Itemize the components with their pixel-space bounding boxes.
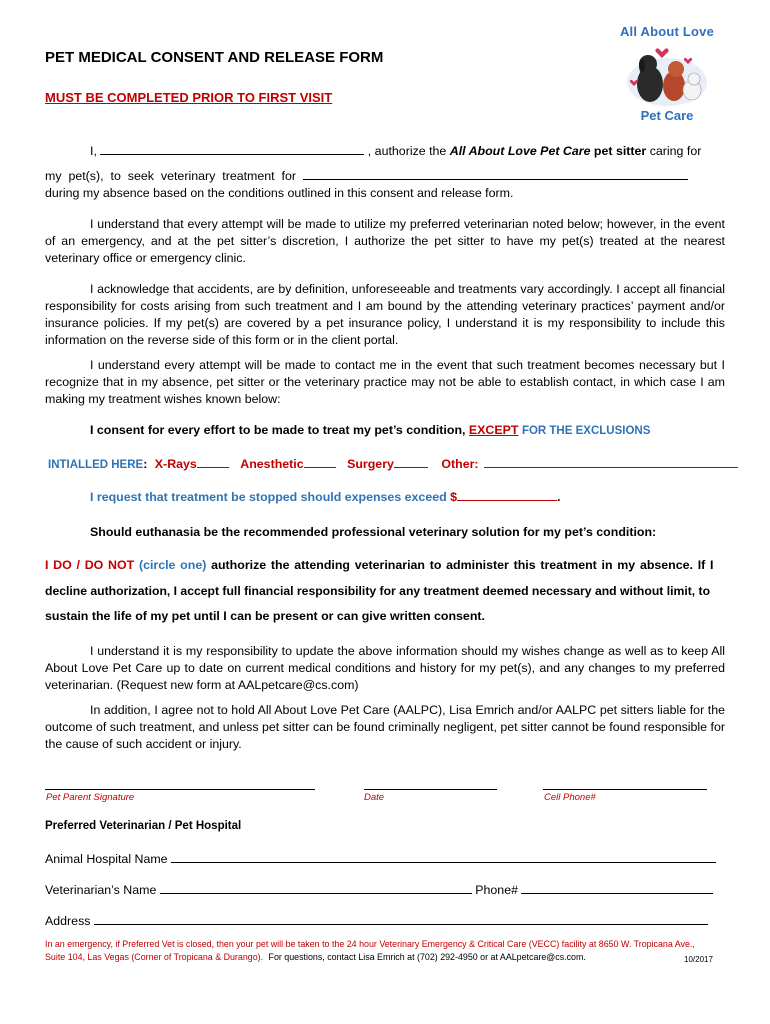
initialled-colon: :	[143, 457, 148, 471]
surgery-label: Surgery	[347, 457, 394, 471]
address-field[interactable]	[94, 924, 708, 925]
intro-i-label: I,	[90, 144, 97, 158]
euthanasia-line-1-rest: authorize the attending veterinarian to administer this treatment in my absence. If I	[211, 558, 714, 572]
circle-one-text: (circle one)	[138, 558, 207, 572]
contact-info: For questions, contact Lisa Emrich at (702) 292-4950 or at AALpetcare@cs.com.	[268, 952, 586, 962]
date-line[interactable]	[364, 789, 497, 790]
parent-signature-line[interactable]	[45, 789, 315, 790]
paragraph-financial: I acknowledge that accidents, are by definition, unforeseeable and treatments vary accordingly. I accept all financial responsibility for costs arising from such treatment and I am bound by the attending veterinary practices’ payment and/or insurance policies. If my pet(s) are covered by a pet insurance policy, I understand it is my responsibility to include this information on the reverse side of this form or in the client portal.	[45, 282, 725, 347]
euthanasia-question: Should euthanasia be the recommended professional veterinary solution for my pet’s condition:	[90, 525, 657, 539]
initialled-label: INTIALLED HERE	[48, 459, 144, 471]
vet-phone-field[interactable]	[521, 893, 713, 894]
logo-top-text: All About Love	[619, 24, 715, 39]
hospital-name-field[interactable]	[171, 862, 716, 863]
vet-name-label: Veterinarian’s Name	[45, 883, 157, 897]
hospital-name-label: Animal Hospital Name	[45, 852, 168, 866]
page-title: PET MEDICAL CONSENT AND RELEASE FORM	[45, 49, 384, 66]
form-date: 10/2017	[684, 955, 713, 964]
form-subtitle: MUST BE COMPLETED PRIOR TO FIRST VISIT	[45, 90, 333, 105]
paragraph-update: I understand it is my responsibility to update the above information should my wishes change as well as to keep All About Love Pet Care up to date on current medical conditions and history for my pet(s), and any changes to my preferred veterinarian. (Request new form at AALpetcare@cs.com)	[45, 644, 725, 692]
logo-bottom-text: Pet Care	[640, 108, 694, 123]
surgery-initial-field[interactable]	[394, 467, 428, 468]
euthanasia-line-1	[45, 558, 726, 572]
anesthetic-label: Anesthetic	[240, 457, 304, 471]
phone-label: Phone#	[475, 883, 518, 897]
except-text: EXCEPT	[468, 423, 519, 437]
pet-group-illustration	[622, 42, 712, 108]
pet-sitter-text: pet sitter	[593, 144, 647, 158]
other-exclusion-field[interactable]	[484, 467, 738, 468]
vet-section-heading: Preferred Veterinarian / Pet Hospital	[45, 820, 242, 832]
paragraph-emergency: I understand that every attempt will be made to utilize my preferred veterinarian noted below; however, in the event of an emergency, and at the pet sitter’s discretion, I authorize the pet sitter to have my pet(s) treated at the nearest veterinary office or emergency clinic.	[45, 217, 725, 265]
anesthetic-initial-field[interactable]	[304, 467, 336, 468]
intro-my-pets-text: my pet(s), to seek veterinary treatment for	[45, 169, 296, 183]
cell-phone-line[interactable]	[543, 789, 707, 790]
company-logo	[612, 20, 722, 130]
vet-name-row	[45, 883, 713, 897]
date-label: Date	[364, 792, 385, 803]
emergency-address: Suite 104, Las Vegas (Corner of Tropicana & Durango).	[45, 952, 264, 962]
stop-request-period: .	[557, 490, 561, 504]
exclusions-row	[48, 457, 738, 471]
parent-signature-label: Pet Parent Signature	[46, 792, 135, 803]
intro-authorize-text: , authorize the	[367, 144, 447, 158]
dollar-sign: $	[450, 490, 458, 504]
intro-line-3: during my absence based on the conditions outlined in this consent and release form.	[45, 186, 514, 200]
emergency-notice-line-2	[45, 952, 586, 962]
euthanasia-line-2: decline authorization, I accept full financial responsibility for any treatment deemed necessary and without limit, to	[45, 584, 711, 598]
pet-names-field[interactable]	[303, 179, 688, 180]
owner-name-field[interactable]	[100, 154, 364, 155]
consent-text: I consent for every effort to be made to treat my pet’s condition,	[90, 423, 466, 437]
hospital-name-row	[45, 852, 716, 866]
euthanasia-line-3: sustain the life of my pet until I can be present or can give written consent.	[45, 609, 485, 623]
stop-request-row	[90, 490, 561, 504]
cell-phone-label: Cell Phone#	[544, 792, 596, 803]
consent-statement	[90, 423, 650, 437]
paragraph-liability: In addition, I agree not to hold All About Love Pet Care (AALPC), Lisa Emrich and/or AALPC pet sitters liable for the outcome of such treatment, and unless pet sitter can be found criminally negligent, pet sitter cannot be found responsible for the cause of such accident or injury.	[45, 703, 725, 751]
exclusions-text: FOR THE EXCLUSIONS	[521, 425, 651, 437]
vet-name-field[interactable]	[160, 893, 472, 894]
address-label: Address	[45, 914, 91, 928]
stop-request-text: I request that treatment be stopped should expenses exceed	[90, 490, 447, 504]
caring-for-text: caring for	[649, 144, 702, 158]
do-do-not-choice[interactable]: I DO / DO NOT	[45, 558, 135, 572]
emergency-notice-line-1: In an emergency, if Preferred Vet is closed, then your pet will be taken to the 24 hour Veterinary Emergency & Critical Care (VECC) facility at 8650 W. Tropicana Ave.,	[45, 939, 695, 949]
other-label: Other:	[441, 457, 479, 471]
expense-limit-field[interactable]	[457, 500, 557, 501]
address-row	[45, 914, 708, 928]
paragraph-contact: I understand every attempt will be made to contact me in the event that such treatment becomes necessary but I recognize that in my absence, pet sitter or the veterinary practice may not be able to establish contact, in which case I am making my treatment wishes known below:	[45, 358, 725, 406]
xrays-label: X-Rays	[154, 457, 197, 471]
xrays-initial-field[interactable]	[197, 467, 229, 468]
intro-line-1	[90, 144, 701, 158]
company-name: All About Love Pet Care	[449, 144, 591, 158]
intro-line-2	[45, 169, 726, 183]
